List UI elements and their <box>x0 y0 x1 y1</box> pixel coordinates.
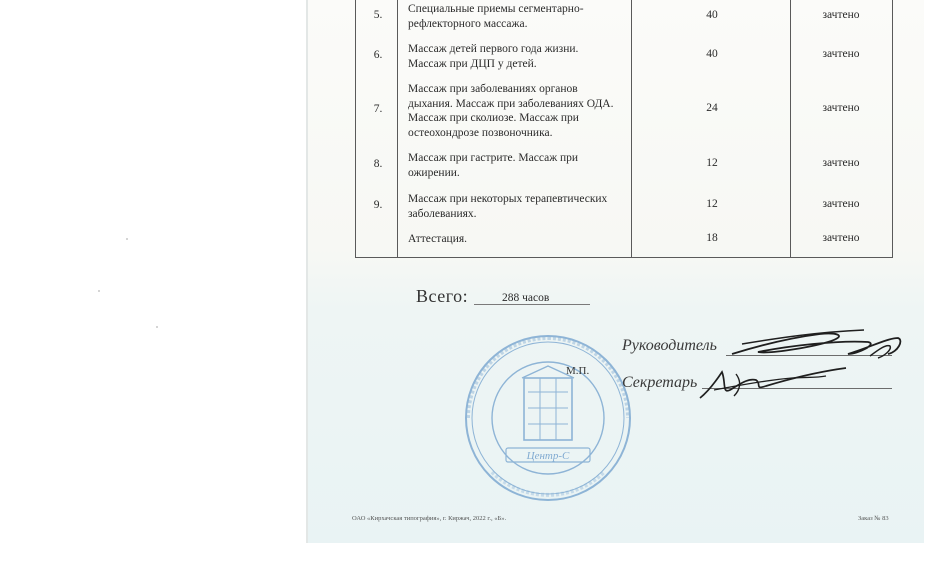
secretary-signature <box>696 360 866 406</box>
hours-cell: 40 <box>706 48 718 60</box>
scan-speck <box>98 290 100 292</box>
hours-cell: 40 <box>706 9 718 21</box>
stamp-center-text: Центр-С <box>526 450 570 462</box>
module-name-line: Аттестация. <box>408 233 468 245</box>
module-name-line: заболеваниях. <box>408 207 477 220</box>
hours-cell: 12 <box>706 198 718 210</box>
module-name <box>408 151 644 180</box>
module-name-line: Массаж детей первого года жизни. <box>408 43 579 55</box>
module-name-line: Массаж при некоторых терапевтических <box>408 193 608 205</box>
module-name <box>408 192 644 221</box>
module-name-line: дыхания. Массаж при заболеваниях ОДА. <box>408 97 614 110</box>
page-edge <box>306 0 308 543</box>
seal-stamp <box>462 332 634 504</box>
module-name-line: Специальные приемы сегментарно- <box>408 3 584 15</box>
module-name <box>408 82 644 140</box>
head-signature-label: Руководитель <box>622 337 717 354</box>
secretary-signature-label: Секретарь <box>622 374 698 391</box>
row-number: 9. <box>373 199 383 211</box>
hours-cell: 12 <box>706 157 718 169</box>
module-name <box>408 232 644 247</box>
scan-speck <box>156 326 158 328</box>
result-cell: зачтено <box>822 102 860 114</box>
module-name <box>408 2 644 31</box>
module-name <box>408 42 644 71</box>
result-cell: зачтено <box>822 198 860 210</box>
result-cell: зачтено <box>822 232 860 244</box>
module-name-line: остеохондрозе позвоночника. <box>408 126 553 139</box>
module-name-line: Массаж при заболеваниях органов <box>408 83 578 95</box>
row-number: 8. <box>373 158 383 170</box>
row-number: 7. <box>373 103 383 115</box>
total-label: Всего: <box>416 286 469 306</box>
row-number: 5. <box>373 9 383 21</box>
module-name-line: Массаж при гастрите. Массаж при <box>408 152 579 164</box>
module-name-line: ожирении. <box>408 166 460 179</box>
order-number: Заказ № 83 <box>858 515 889 522</box>
result-cell: зачтено <box>822 157 860 169</box>
module-name-line: Массаж при ДЦП у детей. <box>408 57 537 70</box>
result-cell: зачтено <box>822 9 860 21</box>
seal-place-label: М.П. <box>566 365 590 377</box>
printer-imprint: ОАО «Кирхачская типография», г. Киржач, 2022 г., «Б». <box>352 515 507 522</box>
hours-cell: 24 <box>706 102 718 114</box>
module-name-line: Массаж при сколиозе. Массаж при <box>408 112 579 124</box>
result-cell: зачтено <box>822 48 860 60</box>
hours-cell: 18 <box>706 232 718 244</box>
scan-speck <box>126 238 128 240</box>
row-number: 6. <box>373 49 383 61</box>
total-underline <box>474 304 590 305</box>
module-name-line: рефлекторного массажа. <box>408 17 528 30</box>
total-hours: 288 часов <box>502 292 550 304</box>
